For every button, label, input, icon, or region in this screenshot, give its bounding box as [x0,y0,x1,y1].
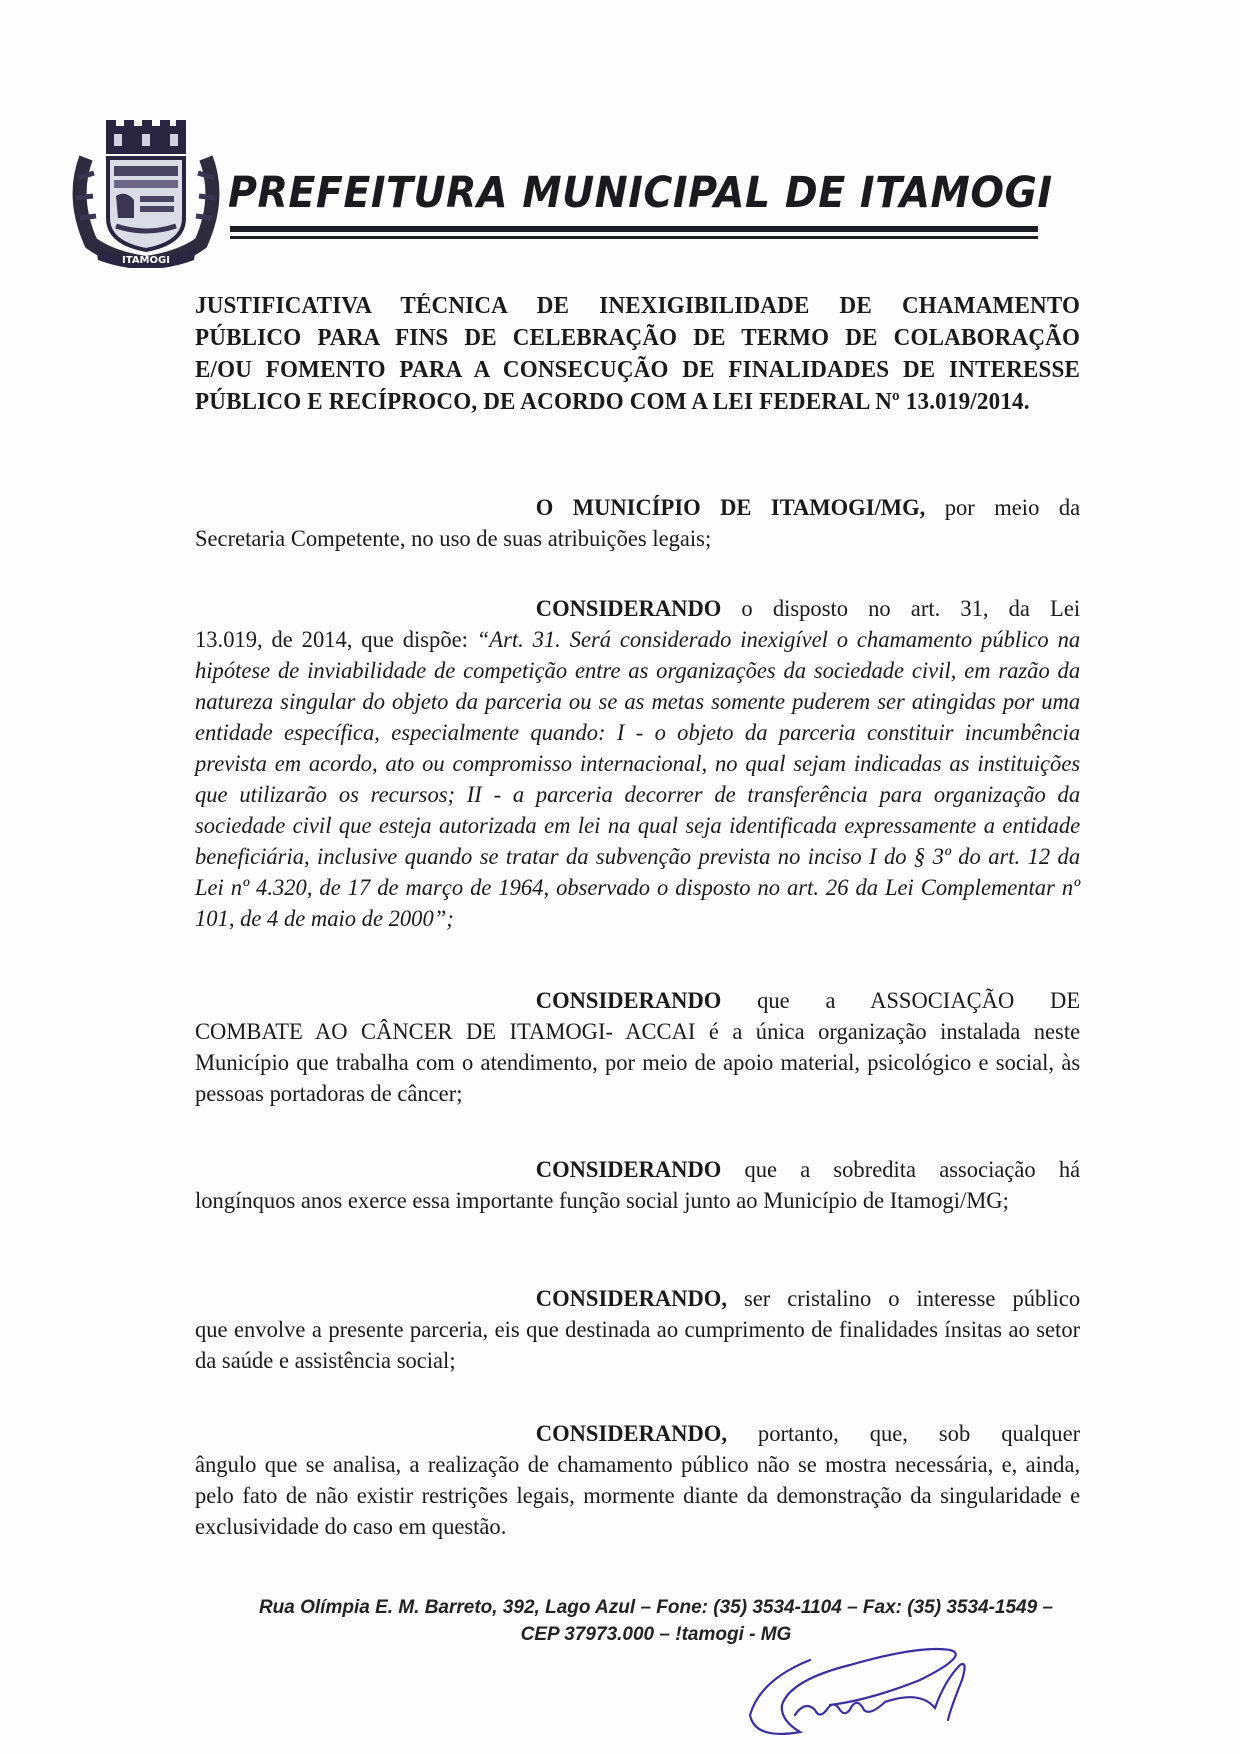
organization-title: PREFEITURA MUNICIPAL DE ITAMOGI [228,168,1053,218]
lead-text: por meio da [925,495,1081,521]
paragraph-text [195,625,1080,935]
lead-text: que a ASSOCIAÇÃO DE [721,988,1081,1014]
paragraph-text: Secretaria Competente, no uso de suas atribuições legais; [195,526,712,552]
coat-of-arms-icon [66,118,226,268]
lead-bold: O MUNICÍPIO DE ITAMOGI/MG, [535,495,926,521]
header-rule-thick [230,226,1038,232]
paragraph-text: COMBATE AO CÂNCER DE ITAMOGI- ACCAI é a única organização instalada neste Município que trabalha com o atendimento, por meio de apoio material, psicológico e social, às pessoas portadoras de câncer; [195,1019,1081,1107]
paragraph-considerando-conclusion [195,1419,1080,1543]
citation-intro: 13.019, de 2014, que dispõe: [195,627,477,653]
heading-line: E/OU FOMENTO PARA A CONSECUÇÃO DE FINALIDADES DE INTERESSE [195,357,1081,383]
paragraph-municipio [195,493,1080,555]
signature-icon [720,1620,1020,1740]
lead-text: ser cristalino o interesse público [726,1286,1081,1312]
lead-bold: CONSIDERANDO [535,596,722,622]
header-rule-thin [230,236,1038,239]
footer-line: Rua Olímpia E. M. Barreto, 392, Lago Azul – Fone: (35) 3534-1104 – Fax: (35) 3534-1549 – [258,1597,1054,1618]
heading-line: PÚBLICO E RECÍPROCO, DE ACORDO COM A LEI FEDERAL Nº 13.019/2014. [195,389,1030,415]
paragraph-lead [195,1419,1080,1450]
paragraph-lead [195,986,1080,1017]
paragraph-lead [195,1284,1080,1315]
paragraph-lead [195,493,1080,524]
crest-label: ITAMOGI [122,255,170,266]
lead-text: o disposto no art. 31, da Lei [721,596,1081,622]
lead-bold: CONSIDERANDO [535,1157,722,1183]
heading-line: PÚBLICO PARA FINS DE CELEBRAÇÃO DE TERMO DE COLABORAÇÃO [195,325,1081,351]
lead-bold: CONSIDERANDO [535,988,722,1014]
paragraph-text: que envolve a presente parceria, eis que destinada ao cumprimento de finalidades ínsitas ao setor da saúde e assistência social; [195,1317,1081,1374]
heading-line: JUSTIFICATIVA TÉCNICA DE INEXIGIBILIDADE DE CHAMAMENTO [195,293,1081,319]
lead-text: portanto, que, sob qualquer [726,1421,1081,1447]
paragraph-lead [195,1155,1080,1186]
lead-bold: CONSIDERANDO, [535,1421,727,1447]
footer-line: CEP 37973.000 – !tamogi - MG [520,1624,792,1645]
paragraph-considerando-accai [195,986,1080,1110]
paragraph-considerando-longevity [195,1155,1080,1217]
paragraph-lead [195,594,1080,625]
law-quotation: “Art. 31. Será considerado inexigível o chamamento público na hipótese de inviabilidade de competição entre as organizações da sociedade civil, em razão da natureza singular do objeto da parceria ou se as metas somente puderem ser atingidas por uma entidade específica, especialmente quando: I - o objeto da parceria constituir incumbência prevista em acordo, ato ou compromisso internacional, no qual sejam indicadas as instituições que utilizarão os recursos; II - a parceria decorrer de transferência para organização da sociedade civil que esteja autorizada em lei na qual seja identificada expressamente a entidade beneficiária, inclusive quando se tratar da subvenção prevista no inciso I do § 3º do art. 12 da Lei nº 4.320, de 17 de março de 1964, observado o disposto no art. 26 da Lei Complementar nº 101, de 4 de maio de 2000”; [195,627,1081,932]
lead-bold: CONSIDERANDO, [535,1286,727,1312]
lead-text: que a sobredita associação há [721,1157,1081,1183]
paragraph-considerando-art31 [195,594,1080,935]
paragraph-text: ângulo que se analisa, a realização de chamamento público não se mostra necessária, e, ainda, pelo fato de não existir restrições legais, mormente diante da demonstração da singularidade e exclusividade do caso em questão. [195,1452,1081,1540]
paragraph-considerando-public-interest [195,1284,1080,1377]
paragraph-text: longínquos anos exerce essa importante função social junto ao Município de Itamogi/MG; [195,1188,1009,1214]
document-heading [195,290,1080,418]
